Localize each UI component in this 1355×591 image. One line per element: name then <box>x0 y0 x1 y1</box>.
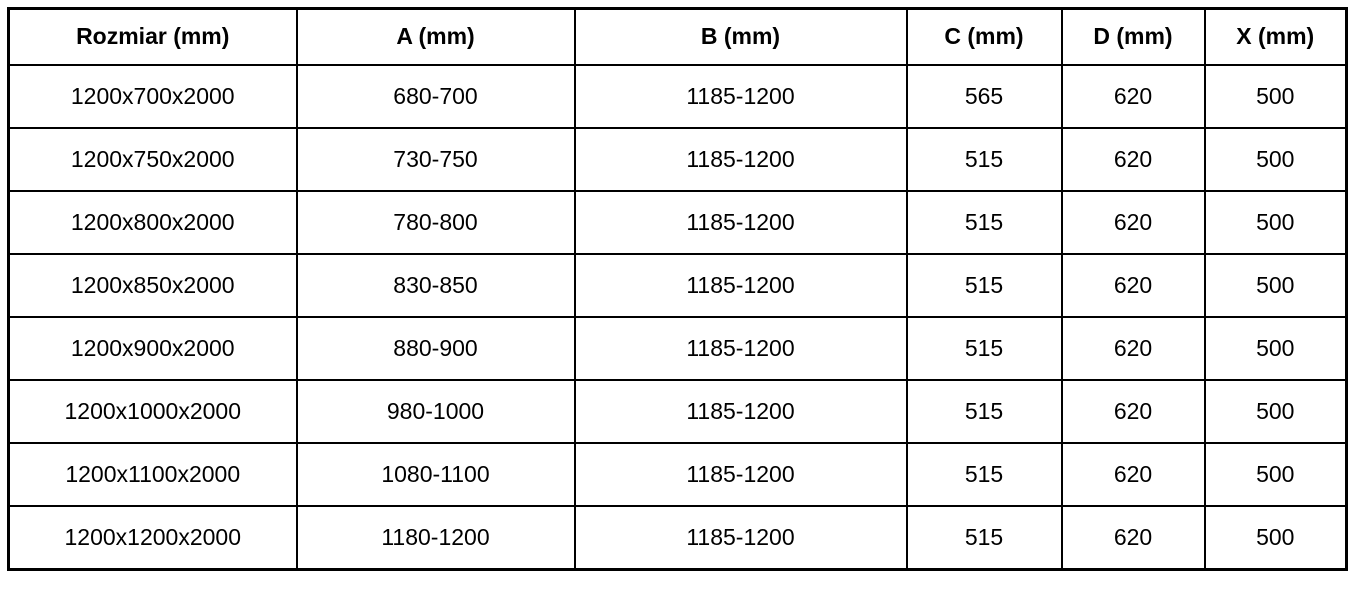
table-cell: 500 <box>1205 443 1347 506</box>
table-cell: 515 <box>907 506 1062 570</box>
column-header: X (mm) <box>1205 9 1347 66</box>
table-row <box>9 506 1347 570</box>
table-cell: 500 <box>1205 65 1347 128</box>
table-cell: 1200x1000x2000 <box>9 380 297 443</box>
table-cell: 620 <box>1062 380 1205 443</box>
table-cell: 515 <box>907 254 1062 317</box>
table-row <box>9 443 1347 506</box>
column-header: A (mm) <box>297 9 575 66</box>
table-cell: 780-800 <box>297 191 575 254</box>
table-cell: 830-850 <box>297 254 575 317</box>
table-body <box>9 65 1347 570</box>
table-cell: 980-1000 <box>297 380 575 443</box>
table-cell: 620 <box>1062 128 1205 191</box>
table-cell: 500 <box>1205 191 1347 254</box>
table-cell: 880-900 <box>297 317 575 380</box>
table-cell: 1185-1200 <box>575 128 907 191</box>
table-cell: 1200x850x2000 <box>9 254 297 317</box>
table-cell: 620 <box>1062 65 1205 128</box>
table-cell: 500 <box>1205 380 1347 443</box>
table-cell: 500 <box>1205 128 1347 191</box>
table-cell: 515 <box>907 380 1062 443</box>
table-cell: 620 <box>1062 191 1205 254</box>
table-row <box>9 317 1347 380</box>
column-header: B (mm) <box>575 9 907 66</box>
table-cell: 500 <box>1205 254 1347 317</box>
column-header: C (mm) <box>907 9 1062 66</box>
table-cell: 1185-1200 <box>575 380 907 443</box>
table-cell: 1200x1100x2000 <box>9 443 297 506</box>
table-cell: 620 <box>1062 443 1205 506</box>
table-cell: 1185-1200 <box>575 506 907 570</box>
table-cell: 1185-1200 <box>575 317 907 380</box>
table-cell: 565 <box>907 65 1062 128</box>
table-cell: 1185-1200 <box>575 254 907 317</box>
table-cell: 620 <box>1062 317 1205 380</box>
column-header: Rozmiar (mm) <box>9 9 297 66</box>
header-row <box>9 9 1347 66</box>
table-cell: 1180-1200 <box>297 506 575 570</box>
table-cell: 620 <box>1062 506 1205 570</box>
table-cell: 1185-1200 <box>575 65 907 128</box>
table-cell: 515 <box>907 191 1062 254</box>
table-row <box>9 191 1347 254</box>
table-cell: 1200x900x2000 <box>9 317 297 380</box>
table-cell: 1185-1200 <box>575 191 907 254</box>
table-cell: 730-750 <box>297 128 575 191</box>
table-cell: 1080-1100 <box>297 443 575 506</box>
table-cell: 1200x750x2000 <box>9 128 297 191</box>
table-cell: 515 <box>907 317 1062 380</box>
table-row <box>9 254 1347 317</box>
table-cell: 1200x800x2000 <box>9 191 297 254</box>
table-cell: 500 <box>1205 317 1347 380</box>
table-cell: 680-700 <box>297 65 575 128</box>
table-cell: 1185-1200 <box>575 443 907 506</box>
table-cell: 620 <box>1062 254 1205 317</box>
table-cell: 515 <box>907 443 1062 506</box>
table-row <box>9 65 1347 128</box>
column-header: D (mm) <box>1062 9 1205 66</box>
table-cell: 1200x1200x2000 <box>9 506 297 570</box>
table-cell: 500 <box>1205 506 1347 570</box>
table-cell: 515 <box>907 128 1062 191</box>
table-cell: 1200x700x2000 <box>9 65 297 128</box>
size-spec-table <box>7 7 1348 571</box>
table-row <box>9 128 1347 191</box>
table-row <box>9 380 1347 443</box>
table-header <box>9 9 1347 66</box>
